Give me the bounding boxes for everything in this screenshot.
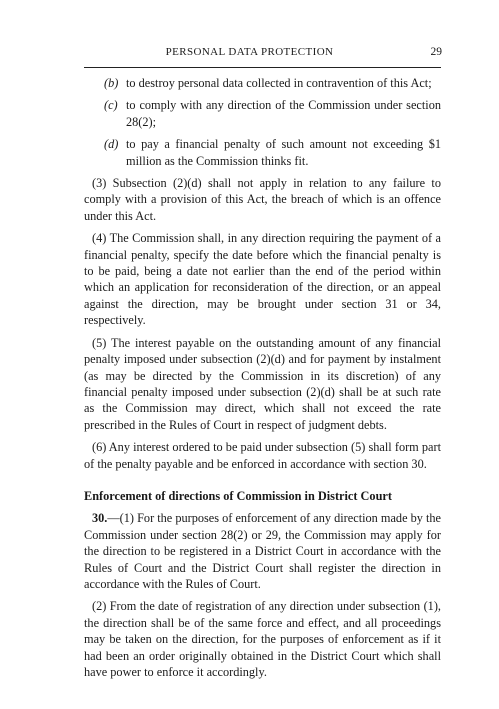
page-number: 29 xyxy=(430,46,442,58)
section-30-paragraph-1 xyxy=(84,510,441,592)
document-body xyxy=(84,75,441,686)
list-item-b xyxy=(84,75,441,91)
paragraph-4: (4) The Commission shall, in any direction requiring the payment of a financial penalty, specify the date before which the financial penalty is to be paid, being a date not earlier than the end of the period within which an application for reconsideration of the direction, or an appeal against the direction, may be brought under section 31 or 34, respectively. xyxy=(84,231,441,328)
list-item-d xyxy=(84,136,441,169)
section-heading: Enforcement of directions of Commission in District Court xyxy=(84,488,392,503)
item-label: (d) xyxy=(104,137,119,152)
item-text: to comply with any direction of the Commission under section 28(2); xyxy=(126,98,441,129)
section-number: 30. xyxy=(92,511,108,526)
section-30-paragraph-2: (2) From the date of registration of any direction under subsection (1), the direction shall be of the same force and effect, and all proceedings may be taken on the direction, for the purposes of enforcement as if it had been an order originally obtained in the District Court which shall have power to enforce it accordingly. xyxy=(84,599,441,679)
paragraph-3: (3) Subsection (2)(d) shall not apply in relation to any failure to comply with a provision of this Act, the breach of which is an offence under this Act. xyxy=(84,176,441,223)
running-header-title: PERSONAL DATA PROTECTION xyxy=(165,46,334,58)
section-30-text: —(1) For the purposes of enforcement of any direction made by the Commission under section 28(2) or 29, the Commission may apply for the direction to be registered in a District Court in accordance with the Rules of Court and the District Court shall register the direction in accordance with the Rules of Court. xyxy=(84,511,441,591)
item-text: to destroy personal data collected in contravention of this Act; xyxy=(126,76,432,90)
item-label: (c) xyxy=(104,98,118,113)
paragraph-6: (6) Any interest ordered to be paid under subsection (5) shall form part of the penalty payable and be enforced in accordance with section 30. xyxy=(84,440,441,471)
list-item-c xyxy=(84,97,441,130)
item-label: (b) xyxy=(104,76,119,90)
item-text: to pay a financial penalty of such amount not exceeding $1 million as the Commission thinks fit. xyxy=(126,137,441,168)
header-rule xyxy=(84,67,441,68)
paragraph-5: (5) The interest payable on the outstanding amount of any financial penalty imposed under subsection (2)(d) and for payment by instalment (as may be directed by the Commission in its discretion) of any financial penalty imposed under subsection (2)(d) shall be at such rate as the Commission may direct, which shall not exceed the rate prescribed in the Rules of Court in respect of judgment debts. xyxy=(84,335,441,432)
